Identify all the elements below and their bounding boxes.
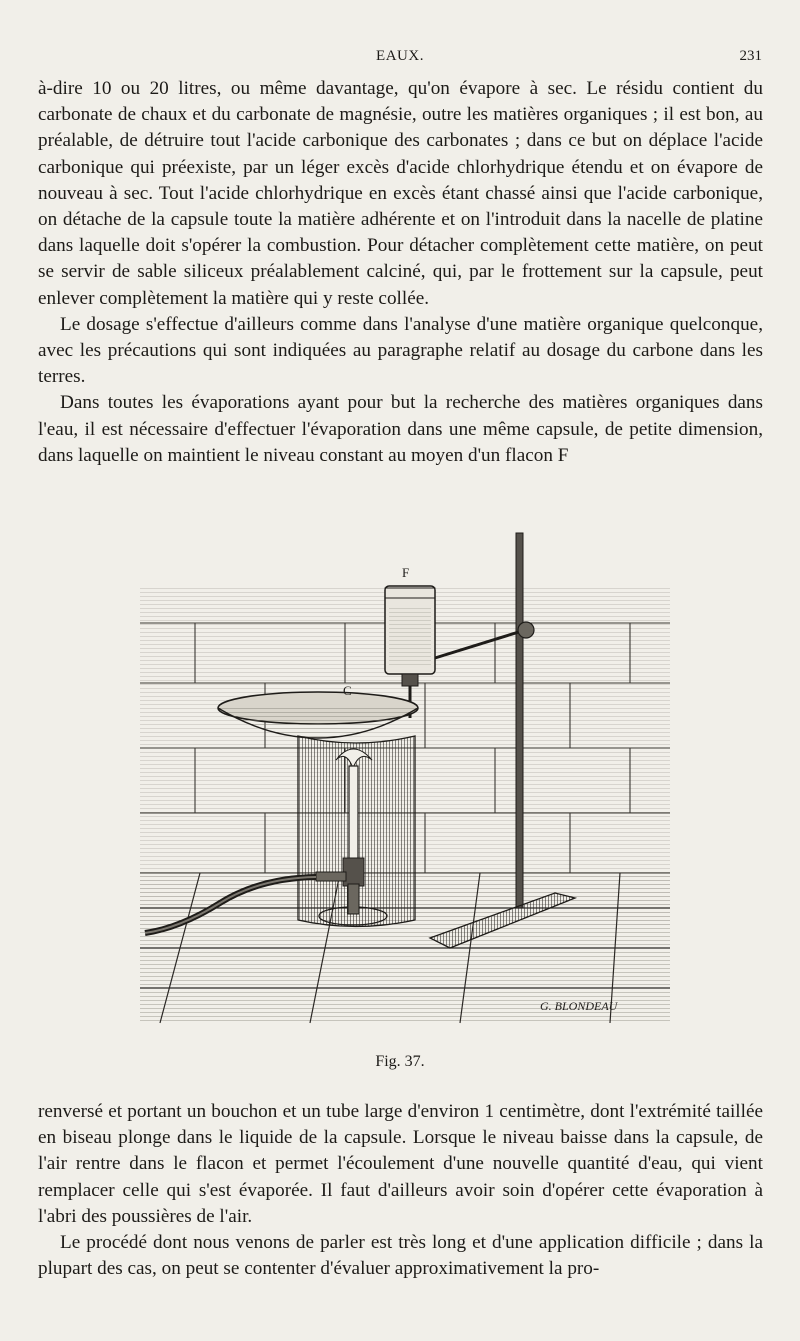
paragraph-2: Le dosage s'effectue d'ailleurs comme dans l'analyse d'une matière organique quelconque, avec les précautions qui sont indiquées au paragraphe relatif au dosage du carbone dans les terres.: [38, 313, 763, 388]
engraver-signature: G. BLONDEAU: [540, 999, 618, 1013]
clamp-screw: [518, 622, 534, 638]
figure-caption: Fig. 37.: [375, 1053, 425, 1070]
bottom-text-block: [38, 1099, 763, 1282]
stand-rod: [516, 533, 523, 908]
running-title: EAUX.: [376, 48, 424, 64]
paragraph-4: renversé et portant un bouchon et un tube large d'environ 1 centimètre, dont l'extrémité taillée en biseau plonge dans le liquide de la capsule. Lorsque le niveau baisse dans la capsule, de l'air rentre dans le flacon et permet l'écoulement d'une nouvelle quantité d'eau, qui vient remplacer celle qui s'est évaporée. Il faut d'ailleurs avoir soin d'opérer cette évaporation à l'abri des poussières de l'air.: [38, 1101, 763, 1227]
paragraph-5: Le procédé dont nous venons de parler est très long et d'une application difficile ; dans la plupart des cas, on peut se contenter d'évaluer approximativement la pro-: [38, 1232, 763, 1280]
label-c: C: [343, 683, 352, 698]
top-text-block: [38, 76, 763, 469]
engraving-illustration: [140, 528, 670, 1028]
page-number: 231: [739, 48, 762, 64]
paragraph-1: à-dire 10 ou 20 litres, ou même davantage, qu'on évapore à sec. Le résidu contient du carbonate de chaux et du carbonate de magnésie, outre les matières organiques ; il est bon, au préalable, de détruire tout l'acide carbonique des carbonates ; dans ce but on déplace l'acide carbonique qui préexiste, par un léger excès d'acide chlorhydrique étendu et on évapore de nouveau à sec. Tout l'acide chlorhydrique en excès étant chassé ainsi que l'acide carbonique, on détache de la capsule toute la matière adhérente et on l'introduit dans la nacelle de platine dans laquelle doit s'opérer la combustion. Pour détacher complètement cette matière, on peut se servir de sable siliceux préalablement calciné, qui, par le frottement sur la capsule, peut enlever complètement la matière qui y reste collée.: [38, 78, 763, 309]
paragraph-3: Dans toutes les évaporations ayant pour but la recherche des matières organiques dans l'eau, il est nécessaire d'effectuer l'évaporation dans une même capsule, de petite dimension, dans laquelle on maintient le niveau constant au moyen d'un flacon F: [38, 392, 763, 466]
figure-evaporation-apparatus: [140, 528, 670, 1028]
label-f: F: [402, 565, 410, 580]
page-header: [38, 48, 762, 72]
